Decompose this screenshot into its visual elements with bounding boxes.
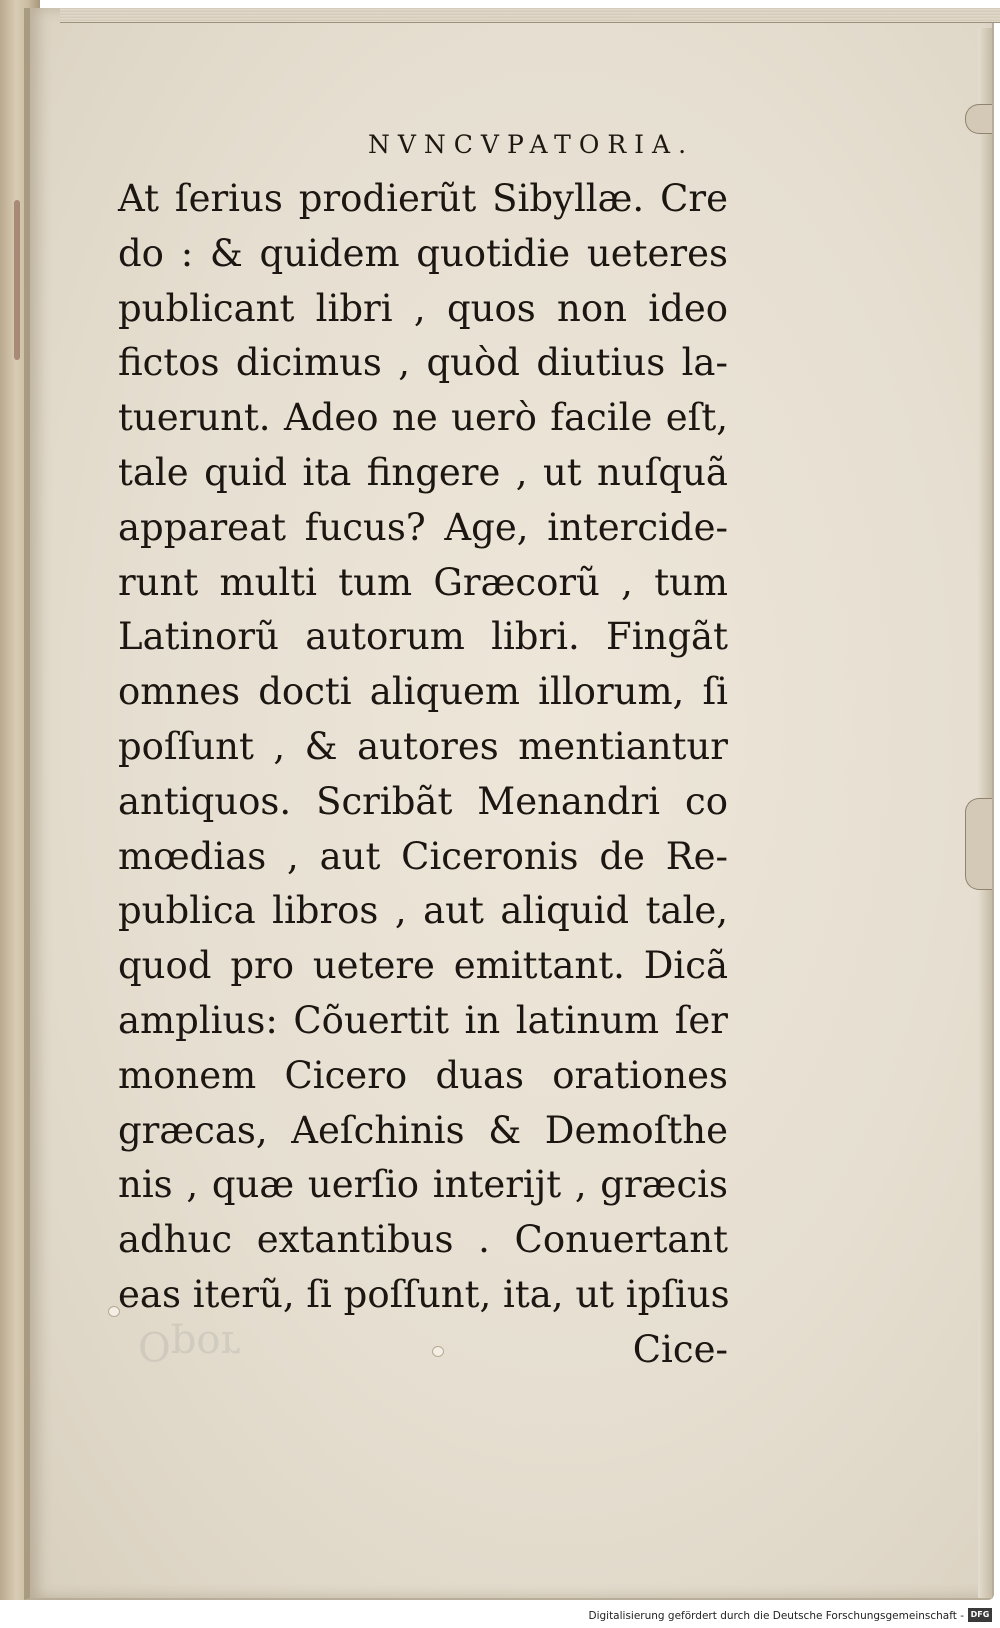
text-line: antiquos. Scribãt Menandri co xyxy=(118,779,728,823)
text-line: mœdias , aut Ciceronis de Re- xyxy=(118,834,728,878)
catchword: Cice- xyxy=(632,1327,728,1371)
text-line: publicant libri , quos non ideo xyxy=(118,286,728,330)
text-block xyxy=(118,172,728,1378)
text-line: runt multi tum Græcorũ , tum xyxy=(118,560,728,604)
text-line: omnes docti aliquem illorum, ſi xyxy=(118,670,728,714)
digitization-credit: Digitalisierung gefördert durch die Deutsche Forschungsgemeinschaft - xyxy=(588,1610,964,1622)
text-line: do : & quidem quotidie ueteres xyxy=(118,231,728,275)
page-stack-edge xyxy=(60,8,1000,23)
text-line: tuerunt. Adeo ne uerò facile eſt, xyxy=(118,396,728,440)
text-line: eas iterũ, ſi poſſunt, ita, ut ipſius xyxy=(118,1272,730,1316)
text-line: At ſerius prodierũt Sibyllæ. Cre xyxy=(118,177,728,220)
text-line: amplius: Cõuertit in latinum ſer xyxy=(118,998,728,1042)
text-line: adhuc extantibus . Conuertant xyxy=(118,1218,728,1262)
text-line: poſſunt , & autores mentiantur xyxy=(118,724,728,768)
text-line: nis , quæ uerſio interijt , græcis xyxy=(118,1163,728,1207)
page-leaf xyxy=(24,8,994,1600)
text-line: appareat fucus? Age, intercide- xyxy=(118,505,728,549)
text-line: quod pro uetere emittant. Dicã xyxy=(118,944,728,988)
text-line: græcas, Aeſchinis & Demoſthe xyxy=(118,1108,728,1152)
dfg-logo: DFG xyxy=(968,1608,992,1622)
running-header: NVNCVPATORIA. xyxy=(367,130,695,159)
bleed-through-text: Opor xyxy=(138,1322,240,1368)
text-line: fictos dicimus , quòd diutius la- xyxy=(118,341,728,385)
text-line: tale quid ita fingere , ut nuſquã xyxy=(118,450,728,494)
text-line: Latinorũ autorum libri. Fingãt xyxy=(118,615,728,659)
text-line: monem Cicero duas orationes xyxy=(118,1053,728,1097)
text-line: publica libros , aut aliquid tale, xyxy=(118,889,728,933)
page-tab-notch xyxy=(965,798,992,890)
